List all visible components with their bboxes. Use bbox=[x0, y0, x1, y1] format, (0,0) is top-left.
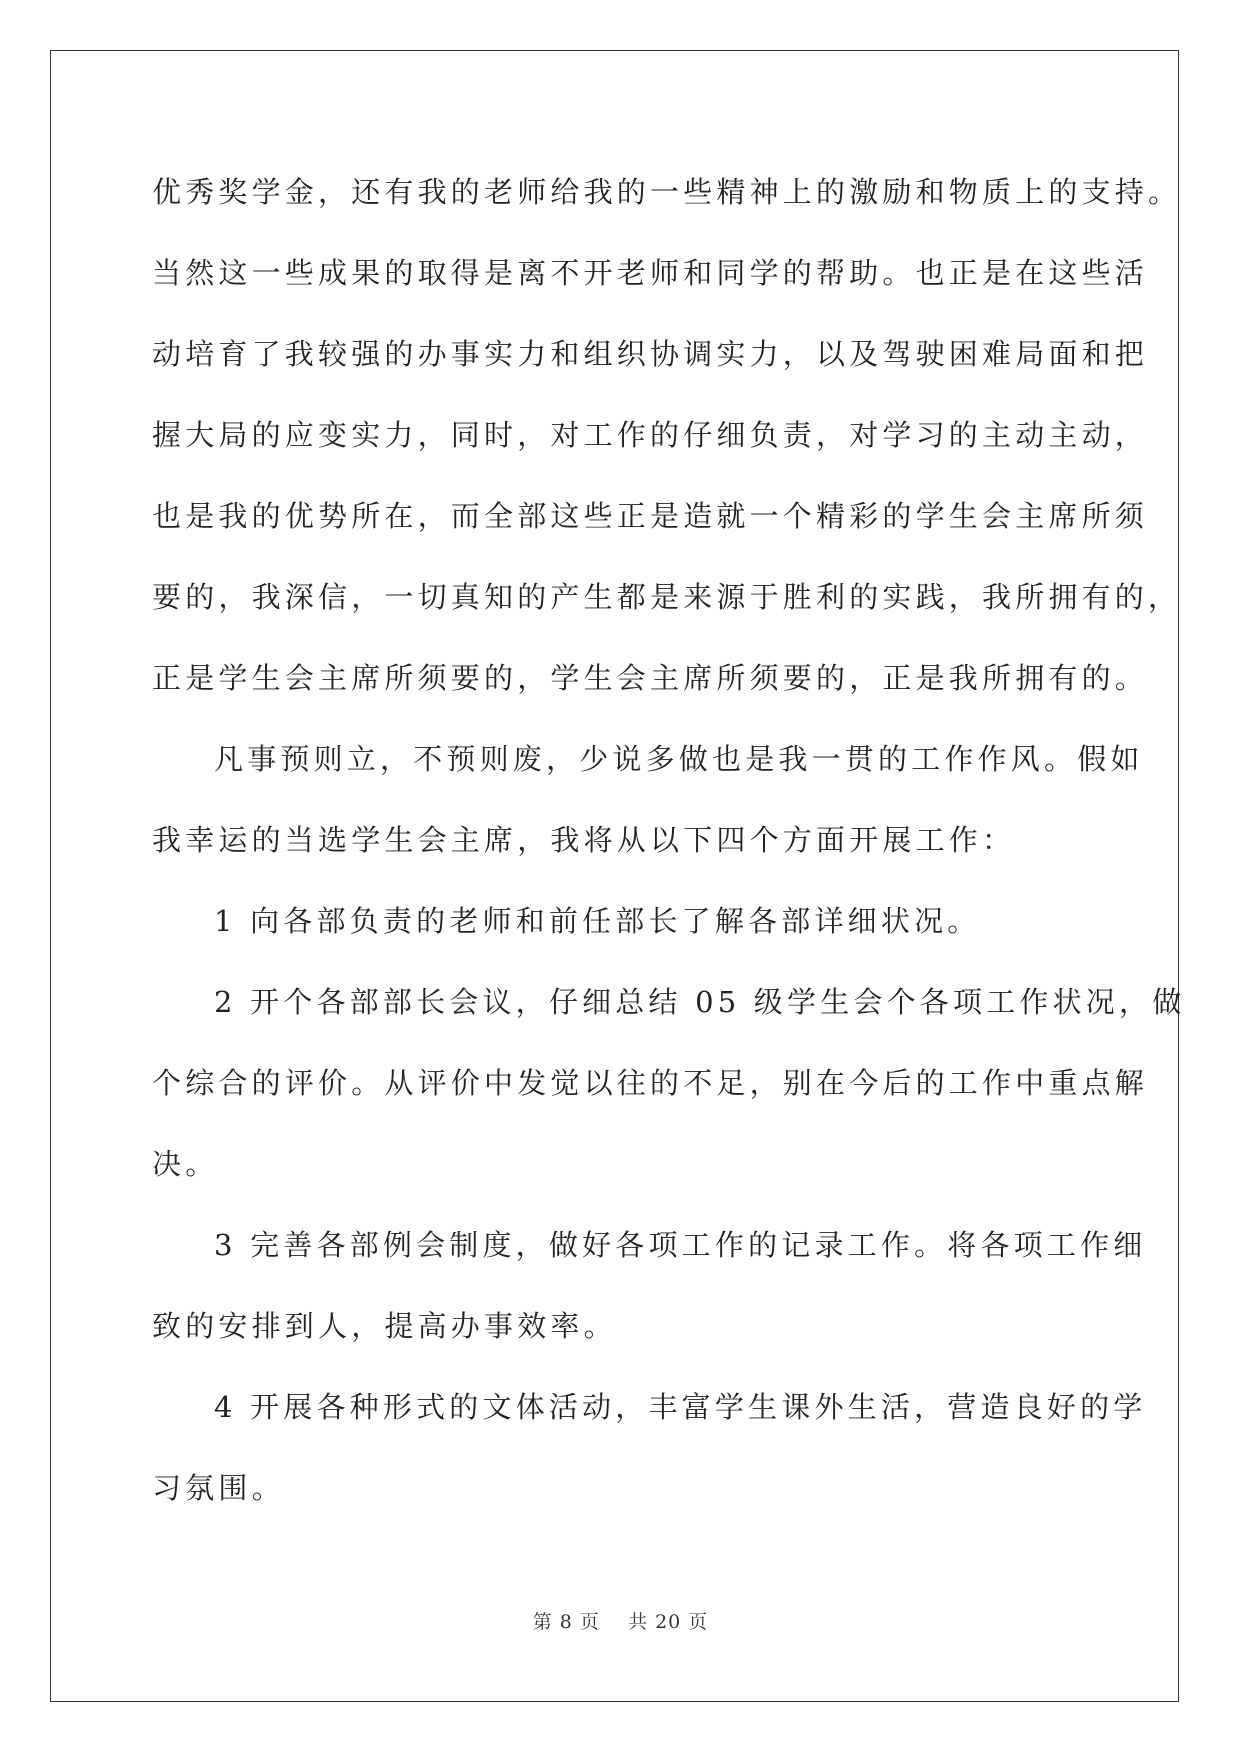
text-line: 2 开个各部部长会议，仔细总结 05 级学生会个各项工作状况，做 bbox=[214, 985, 1186, 1019]
text-line: 个综合的评价。从评价中发觉以往的不足，别在今后的工作中重点解 bbox=[152, 1066, 1149, 1100]
text-line: 动培育了我较强的办事实力和组织协调实力，以及驾驶困难局面和把 bbox=[152, 337, 1149, 371]
text-line: 3 完善各部例会制度，做好各项工作的记录工作。将各项工作细 bbox=[214, 1228, 1147, 1262]
text-line: 我幸运的当选学生会主席，我将从以下四个方面开展工作： bbox=[152, 823, 1016, 857]
text-line: 优秀奖学金，还有我的老师给我的一些精神上的激励和物质上的支持。 bbox=[152, 175, 1182, 209]
text-line: 要的，我深信，一切真知的产生都是来源于胜利的实践，我所拥有的， bbox=[152, 580, 1182, 614]
text-line: 1 向各部负责的老师和前任部长了解各部详细状况。 bbox=[214, 904, 981, 938]
text-line: 握大局的应变实力，同时，对工作的仔细负责，对学习的主动主动， bbox=[152, 418, 1149, 452]
text-line: 凡事预则立，不预则废，少说多做也是我一贯的工作作风。假如 bbox=[214, 742, 1144, 776]
text-line: 决。 bbox=[152, 1147, 219, 1181]
page-footer bbox=[0, 1607, 1241, 1634]
text-line: 也是我的优势所在，而全部这些正是造就一个精彩的学生会主席所须 bbox=[152, 499, 1149, 533]
page-total: 共 20 页 bbox=[628, 1611, 709, 1633]
document-body bbox=[152, 152, 1186, 1529]
text-line: 4 开展各种形式的文体活动，丰富学生课外生活，营造良好的学 bbox=[214, 1390, 1147, 1424]
text-line: 正是学生会主席所须要的，学生会主席所须要的，正是我所拥有的。 bbox=[152, 661, 1149, 695]
page-number: 第 8 页 bbox=[532, 1611, 600, 1633]
text-line: 致的安排到人，提高办事效率。 bbox=[152, 1309, 617, 1343]
text-line: 习氛围。 bbox=[152, 1471, 285, 1505]
text-line: 当然这一些成果的取得是离不开老师和同学的帮助。也正是在这些活 bbox=[152, 256, 1149, 290]
